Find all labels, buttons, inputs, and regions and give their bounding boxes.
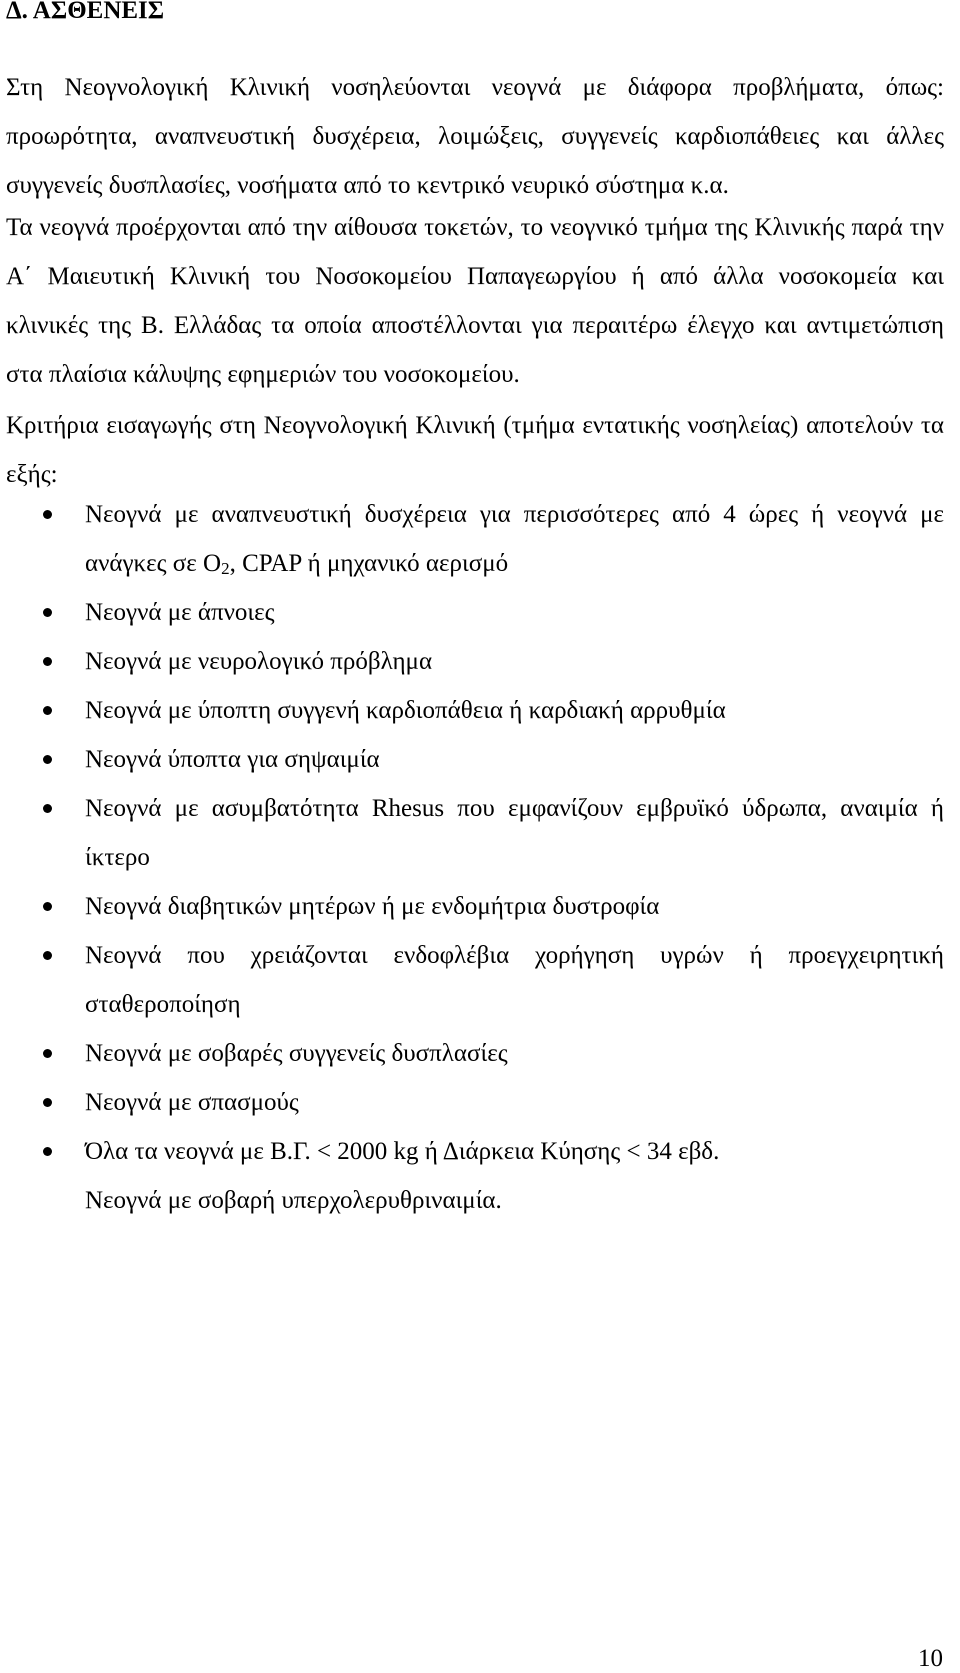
list-item bbox=[0, 735, 944, 784]
bullet-icon bbox=[43, 657, 52, 666]
list-item bbox=[0, 931, 944, 1029]
criteria-list bbox=[0, 490, 960, 1225]
bullet-icon bbox=[43, 804, 52, 813]
list-item-text: Νεογνά με σπασμούς bbox=[85, 1089, 299, 1116]
paragraph-origin: Τα νεογνά προέρχονται από την αίθουσα τοκετών, το νεογνικό τμήμα της Κλινικής παρά την Α΄ Μαιευτική Κλινική του Νοσοκομείου Παπαγεωργίου ή από άλλα νοσοκομεία και κλινικές της Β. Ελλάδας τα οποία αποστέλλονται για περαιτέρω έλεγχο και αντιμετώπιση στα πλαίσια κάλυψης εφημεριών του νοσοκομείου. bbox=[6, 214, 944, 388]
list-item-text: Νεογνά με σοβαρή υπερχολερυθριναιμία. bbox=[85, 1187, 502, 1214]
subscript: 2 bbox=[221, 559, 230, 578]
list-item-text: Όλα τα νεογνά με Β.Γ. < 2000 kg ή Διάρκεια Κύησης < 34 εβδ. bbox=[85, 1138, 720, 1165]
list-item-text: Νεογνά με σοβαρές συγγενείς δυσπλασίες bbox=[85, 1040, 508, 1067]
bullet-icon bbox=[43, 608, 52, 617]
list-item bbox=[0, 1078, 944, 1127]
bullet-icon bbox=[43, 1147, 52, 1156]
list-item-text: Νεογνά με άπνοιες bbox=[85, 599, 275, 626]
list-item-text: Νεογνά με ασυμβατότητα Rhesus που εμφανίζουν εμβρυϊκό ύδρωπα, αναιμία ή ίκτερο bbox=[85, 795, 944, 871]
list-item-text: Νεογνά που χρειάζονται ενδοφλέβια χορήγηση υγρών ή προεγχειρητική σταθεροποίηση bbox=[85, 942, 944, 1018]
paragraph-criteria: Κριτήρια εισαγωγής στη Νεογνολογική Κλινική (τμήμα εντατικής νοσηλείας) αποτελούν τα εξής: bbox=[6, 412, 944, 488]
bullet-icon bbox=[43, 902, 52, 911]
list-item-text: Νεογνά με αναπνευστική δυσχέρεια για περισσότερες από 4 ώρες ή νεογνά με ανάγκες σε O bbox=[85, 501, 944, 577]
bullet-icon bbox=[43, 951, 52, 960]
list-item-text: Νεογνά διαβητικών μητέρων ή με ενδομήτρια δυστροφία bbox=[85, 893, 660, 920]
section-heading: Δ. ΑΣΘΕΝΕΙΣ bbox=[6, 0, 165, 24]
bullet-icon bbox=[43, 1049, 52, 1058]
bullet-icon bbox=[43, 706, 52, 715]
list-item-text: Νεογνά με νευρολογικό πρόβλημα bbox=[85, 648, 433, 675]
bullet-icon bbox=[43, 1098, 52, 1107]
list-item bbox=[0, 686, 944, 735]
list-item-text: , CPAP ή μηχανικό αερισμό bbox=[229, 550, 509, 577]
page-number: 10 bbox=[918, 1645, 943, 1672]
bullet-icon bbox=[43, 755, 52, 764]
list-item bbox=[0, 1176, 960, 1225]
list-item bbox=[0, 637, 944, 686]
list-item-text: Νεογνά με ύποπτη συγγενή καρδιοπάθεια ή καρδιακή αρρυθμία bbox=[85, 697, 726, 724]
list-item-text: Νεογνά ύποπτα για σηψαιμία bbox=[85, 746, 380, 773]
bullet-icon bbox=[43, 510, 52, 519]
list-item bbox=[0, 588, 944, 637]
list-item bbox=[0, 1127, 944, 1176]
list-item bbox=[0, 1029, 944, 1078]
list-item bbox=[0, 882, 944, 931]
list-item bbox=[0, 784, 944, 882]
list-item bbox=[0, 490, 944, 588]
paragraph-intro: Στη Νεογνολογική Κλινική νοσηλεύονται νεογνά με διάφορα προβλήματα, όπως: προωρότητα, αναπνευστική δυσχέρεια, λοιμώξεις, συγγενείς καρδιοπάθειες και άλλες συγγενείς δυσπλασίες, νοσήματα από το κεντρικό νευρικό σύστημα κ.α. bbox=[6, 74, 944, 199]
